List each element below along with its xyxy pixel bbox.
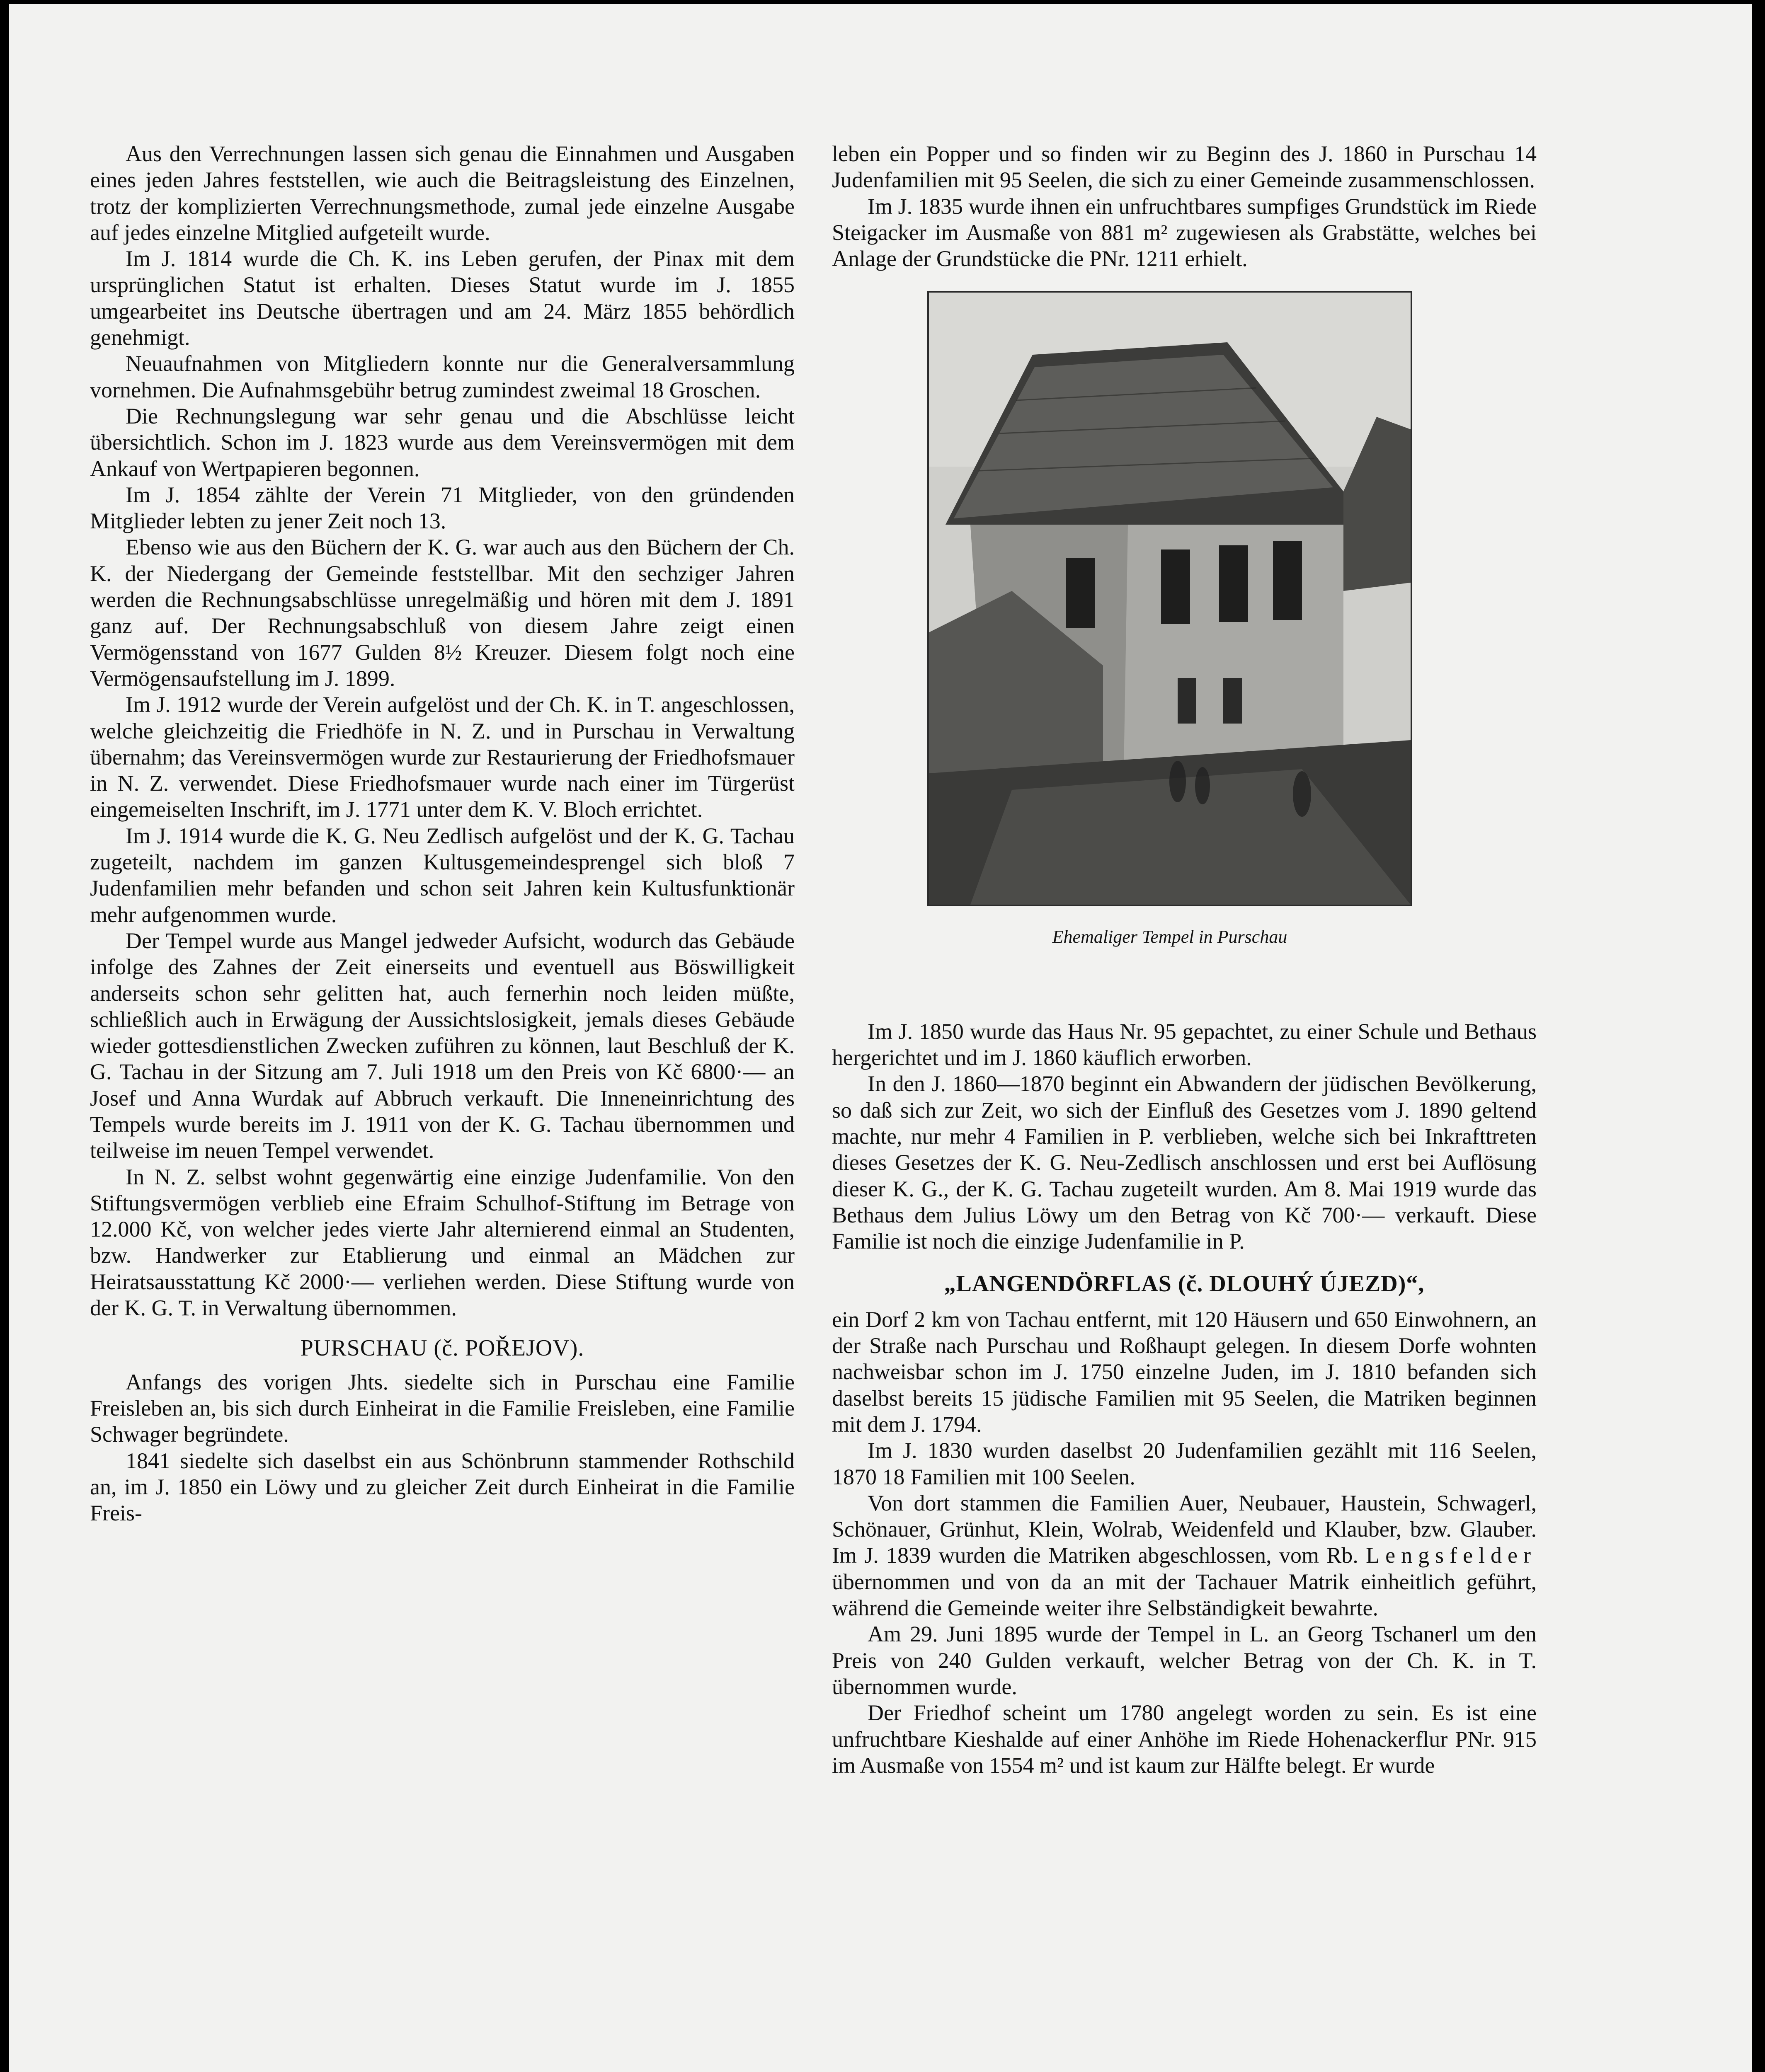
paragraph-continuation: leben ein Popper und so finden wir zu Beginn des J. 1860 in Purschau 14 Judenfamilien mit 95 Seelen, die sich zu einer Gemeinde zusammenschlossen. [832, 141, 1537, 193]
paragraph: Im J. 1835 wurde ihnen ein unfruchtbares sumpfiges Grundstück im Riede Steigacker im Ausmaße von 881 m² zugewiesen als Grabstätte, welches bei Anlage der Grundstücke die PNr. 1211 erhielt. [832, 194, 1537, 271]
figure [927, 291, 1412, 950]
right-column [832, 141, 1537, 1779]
section-heading-purschau: PURSCHAU (č. POŘEJOV). [300, 1335, 584, 1361]
temple-photo [927, 291, 1412, 906]
figure-caption: Ehemaliger Tempel in Purschau [1052, 927, 1287, 947]
paragraph-text: Von dort stammen die Familien Auer, Neubauer, Haustein, Schwagerl, Schönauer, Grünhut, Klein, Wolrab, Weidenfeld und Klauber, bzw. Glauber. Im J. 1839 wurden die Matriken abgeschlossen, vom Rb. [832, 1490, 1537, 1568]
temple-photo-illustration [929, 293, 1411, 905]
paragraph: Aus den Verrechnungen lassen sich genau die Einnahmen und Ausgaben eines jeden Jahres feststellen, wie auch die Beitragsleistung des Einzelnen, trotz der komplizierten Verrechnungsmethode, zumal jede einzelne Ausgabe auf jedes einzelne Mitglied aufgeteilt wurde. [90, 141, 795, 245]
paragraph: 1841 siedelte sich daselbst ein aus Schönbrunn stammender Rothschild an, im J. 1850 ein Löwy und zu gleicher Zeit durch Einheirat in die Familie Freis- [90, 1448, 795, 1526]
section-heading-langendorflas: „LANGENDÖRFLAS (č. DLOUHÝ ÚJEZD)“, [944, 1271, 1425, 1297]
paragraph: Am 29. Juni 1895 wurde der Tempel in L. an Georg Tschanerl um den Preis von 240 Gulden verkauft, welcher Betrag von der Ch. K. in T. übernommen wurde. [832, 1622, 1537, 1699]
paragraph: Im J. 1914 wurde die K. G. Neu Zedlisch aufgelöst und der K. G. Tachau zugeteilt, nachdem im ganzen Kultusgemeindesprengel sich bloß 7 Judenfamilien mehr befanden und schon seit Jahren kein Kultusfunktionär mehr aufgenommen wurde. [90, 823, 795, 927]
paragraph: Im J. 1814 wurde die Ch. K. ins Leben gerufen, der Pinax mit dem ursprünglichen Statut ist erhalten. Dieses Statut wurde im J. 1855 umgearbeitet ins Deutsche übertragen und am 24. März 1855 behördlich genehmigt. [90, 246, 795, 350]
paragraph: Ebenso wie aus den Büchern der K. G. war auch aus den Büchern der Ch. K. der Niedergang der Gemeinde feststellbar. Mit den sechziger Jahren werden die Rechnungsabschlüsse unregelmäßig und hören mit dem J. 1891 ganz auf. Der Rechnungsabschluß von diesem Jahre zeigt einen Vermögensstand von 1677 Gulden 8½ Kreuzer. Diesem folgt noch eine Vermögensaufstellung im J. 1899. [90, 535, 795, 691]
paragraph: Neuaufnahmen von Mitgliedern konnte nur die Generalversammlung vornehmen. Die Aufnahmsgebühr betrug zumindest zweimal 18 Groschen. [90, 351, 795, 402]
left-column [90, 141, 795, 1526]
paragraph: Der Tempel wurde aus Mangel jedweder Aufsicht, wodurch das Gebäude infolge des Zahnes der Zeit einerseits und eventuell aus Böswilligkeit anderseits schon sehr gelitten hat, auch fernerhin noch leiden müßte, schließlich auch in Erwägung der Aussichtslosigkeit, jemals dieses Gebäude wieder gottesdienstlichen Zwecken zuführen zu können, laut Beschluß der K. G. Tachau in der Sitzung am 7. Juli 1918 um den Preis von Kč 6800·— an Josef und Anna Wurdak auf Abbruch verkauft. Die Inneneinrichtung des Tempels wurde bereits im J. 1911 von der K. G. Tachau übernommen und teilweise im neuen Tempel verwendet. [90, 928, 795, 1163]
paragraph: Der Friedhof scheint um 1780 angelegt worden zu sein. Es ist eine unfruchtbare Kieshalde auf einer Anhöhe im Riede Hohenackerflur PNr. 915 im Ausmaße von 1554 m² und ist kaum zur Hälfte belegt. Er wurde [832, 1700, 1537, 1778]
paragraph-text: übernommen und von da an mit der Tachauer Matrik einheitlich geführt, während die Gemeinde weiter ihre Selbständigkeit bewahrte. [832, 1569, 1537, 1621]
paragraph: Im J. 1830 wurden daselbst 20 Judenfamilien gezählt mit 116 Seelen, 1870 18 Familien mit 100 Seelen. [832, 1438, 1537, 1489]
paragraph: In den J. 1860—1870 beginnt ein Abwandern der jüdischen Bevölkerung, so daß sich zur Zeit, wo sich der Einfluß des Gesetzes vom J. 1890 geltend machte, nur mehr 4 Familien in P. verblieben, welche sich bei Inkrafttreten dieses Gesetzes der K. G. Neu-Zedlisch anschlossen und erst bei Auflösung dieser K. G., der K. G. Tachau zugeteilt wurden. Am 8. Mai 1919 wurde das Bethaus dem Julius Löwy um den Betrag von Kč 700·— verkauft. Diese Familie ist noch die einzige Judenfamilie in P. [832, 1071, 1537, 1254]
paragraph: Anfangs des vorigen Jhts. siedelte sich in Purschau eine Familie Freisleben an, bis sich durch Einheirat in die Familie Freisleben, eine Familie Schwager begründete. [90, 1369, 795, 1447]
paragraph: In N. Z. selbst wohnt gegenwärtig eine einzige Judenfamilie. Von den Stiftungsvermögen verblieb eine Efraim Schulhof-Stiftung im Betrage von 12.000 Kč, von welcher jedes vierte Jahr alternierend einmal an Studenten, bzw. Handwerker zur Etablierung und einmal an Mädchen zur Heiratsausstattung Kč 2000·— verliehen werden. Diese Stiftung wurde von der K. G. T. in Verwaltung übernommen. [90, 1164, 795, 1321]
document-page [9, 4, 1752, 2072]
paragraph [832, 1490, 1537, 1621]
spaced-name: Lengsfelder [1366, 1543, 1537, 1568]
paragraph: ein Dorf 2 km von Tachau entfernt, mit 120 Häusern und 650 Einwohnern, an der Straße nach Purschau und Roßhaupt gelegen. In diesem Dorfe wohnten nachweisbar schon im J. 1750 einzelne Juden, im J. 1810 befanden sich daselbst bereits 15 jüdische Familien mit 95 Seelen, die Matriken beginnen mit dem J. 1794. [832, 1307, 1537, 1437]
paragraph: Im J. 1854 zählte der Verein 71 Mitglieder, von den gründenden Mitglieder lebten zu jener Zeit noch 13. [90, 482, 795, 534]
paragraph: Im J. 1912 wurde der Verein aufgelöst und der Ch. K. in T. angeschlossen, welche gleichzeitig die Friedhöfe in N. Z. und in Purschau in Verwaltung übernahm; das Vereinsvermögen wurde zur Restaurierung der Friedhofsmauer in N. Z. verwendet. Diese Friedhofsmauer wurde nach einer im Türgerüst eingemeiselten Inschrift, im J. 1771 unter dem K. V. Bloch errichtet. [90, 692, 795, 822]
paragraph: Im J. 1850 wurde das Haus Nr. 95 gepachtet, zu einer Schule und Bethaus hergerichtet und im J. 1860 käuflich erworben. [832, 1019, 1537, 1070]
paragraph: Die Rechnungslegung war sehr genau und die Abschlüsse leicht übersichtlich. Schon im J. 1823 wurde aus dem Vereinsvermögen mit dem Ankauf von Wertpapieren begonnen. [90, 403, 795, 481]
